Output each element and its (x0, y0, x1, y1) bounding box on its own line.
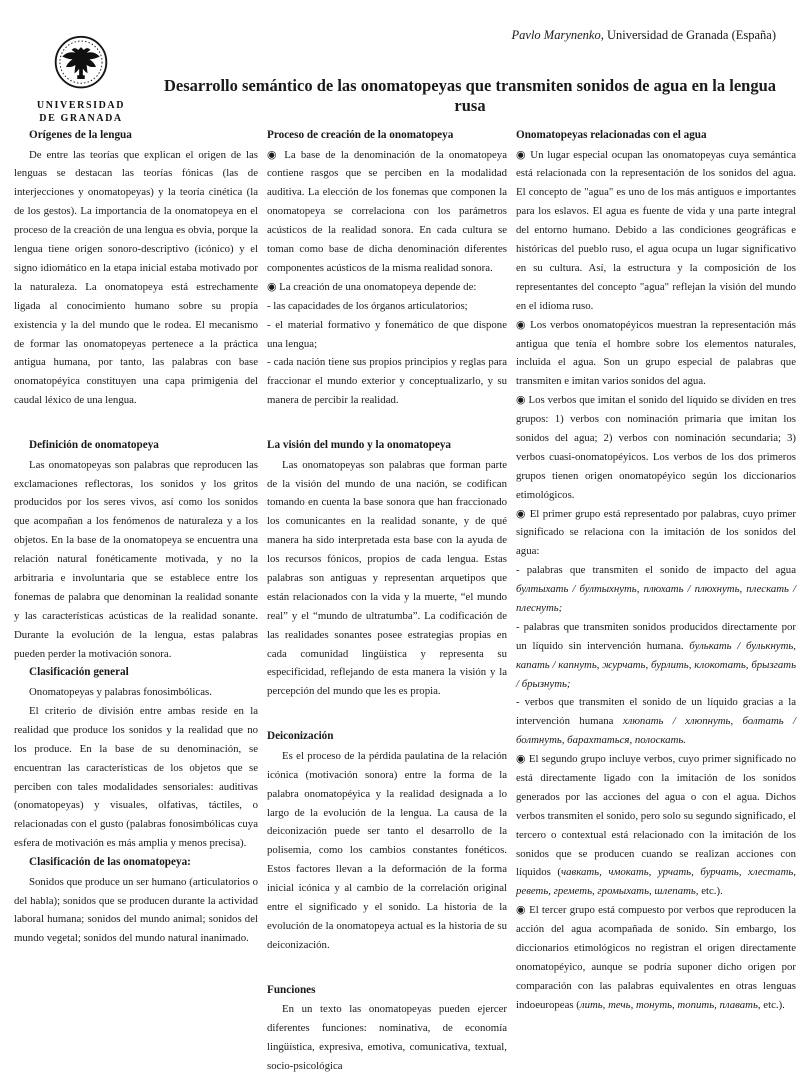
text-run: Onomatopeyas y palabras fonosimbólicas. (29, 686, 212, 699)
author-affiliation: Universidad de Granada (España) (603, 28, 776, 42)
paragraph (267, 297, 507, 316)
paragraph (14, 702, 258, 853)
logo-text-line2: DE GRANADA (39, 112, 123, 124)
column-3 (516, 126, 796, 1076)
paragraph (516, 391, 796, 504)
text-run: etc.). (698, 885, 723, 898)
paragraph (267, 353, 507, 410)
text-run: De entre las teorías que explican el origen de las lenguas se destacan las teorías fónicas (las de interjecciones y onomatopeyas) y la teoría cinética (la de los gestos). La importancia de la onomatopeya en el proceso de la creación de una lengua es obvia, porque la lengua tiene origen sonoro-descriptivo (icónico) y el signo idiomático en la etapa inicial estaba motivado por la naturaleza. La onomatopeya está estrechamente ligada al conocimiento humano sobre su propia existencia y la del mundo que le rodea. El mecanismo de formar las onomatopeyas pertenece a la práctica antigua humana, por tanto, las palabras con base onomatopéyica constituyen una capa primigenia del caudal léxico de una lengua. (14, 148, 258, 407)
logo-universidad-granada (26, 34, 136, 125)
text-run: - verbos que transmiten el sonido de un líquido gracias a la intervención humana (516, 696, 796, 728)
section-heading: Clasificación general (29, 666, 129, 679)
text-run: En un texto las onomatopeyas pueden ejercer diferentes funciones: nominativa, de economía lingüística, expresiva, emotiva, comunicativa, textual, socio-psicológica (267, 1003, 507, 1072)
text-run: ◉ La creación de una onomatopeya depende de: (267, 280, 477, 293)
section-heading: Onomatopeyas relacionadas con el agua (516, 129, 707, 141)
poster-columns (14, 126, 794, 1076)
paragraph (14, 683, 258, 702)
granada-seal-icon (26, 34, 136, 94)
column-1 (14, 126, 258, 1076)
text-run: El criterio de división entre ambas reside en la realidad que produce los sonidos y la realidad que no los produce. En la base de su denominación, se encuentran las características de los objetos que se perciben con tales modalidades sensoriales: auditivas (onomatopeyas) y visuales, olfativas, táctiles, o relacionadas con el gusto (palabras fonosimbólicas cuya esfera de motivación es más amplia y menos precisa). (14, 704, 258, 850)
paragraph (516, 316, 796, 392)
text-run: ◉ El tercer grupo está compuesto por verbos que reproducen la acción del agua acompañada de sonido. Sin embargo, los diccionarios etimológicos no registran el origen directamente onomatopéyico, aunque se podría suponer dicho origen por comparación con las palabras equivalentes en otras lenguas indoeuropeas ( (516, 904, 796, 1011)
author-name: Pavlo Marynenko, (511, 28, 604, 42)
text-run: ◉ Los verbos que imitan el sonido del líquido se dividen en tres grupos: 1) verbos con nominación primaria que imitan los sonidos del agua; 2) verbos con nominación secundaria; 3) verbos cuasi-onomatopéyicos. Los verbos de los dos primeros grupos tienen origen onomatopéyico según los diccionarios etimológicos. (516, 394, 796, 501)
paragraph (516, 901, 796, 1014)
text-run: ◉ El primer grupo está representado por palabras, cuyo primer significado se relaciona con la imitación de los sonidos del agua: (516, 507, 796, 558)
paragraph (267, 456, 507, 702)
column-2 (267, 126, 507, 1076)
section-heading: Definición de onomatopeya (29, 439, 159, 452)
russian-italic-term: чавкать, чмокать, урчать, бурчать, хлестать, реветь, греметь, громыхать, шлепать, (516, 866, 796, 898)
paragraph (14, 146, 258, 410)
text-run: Las onomatopeyas son palabras que reproducen las exclamaciones reflectoras, los sonidos y los gritos producidos por los seres vivos, así como los sonidos que acompañan a los fenómenos de naturaleza y a los objetos. En la base de la onomatopeya se encuentra una relación natural fonéticamente motivada, y no la arbitraria e involuntaria que se establece entre los fonemas de palabra que denominan la realidad sonante y las características acústicas de la realidad sonante. Durante la evolución de la lengua, estas palabras pueden perder la motivación sonora. (14, 458, 258, 660)
text-run: ◉ El segundo grupo incluye verbos, cuyo primer significado no está directamente ligado con la imitación de los sonidos generados por las acciones del agua o con el agua. Dichos verbos transmiten el sonido, pero solo su segundo significado, el tercero o contextual está relacionado con la imitación de los sonidos que se producen cuando se realizan acciones con líquidos ( (516, 753, 796, 879)
paragraph (267, 278, 507, 297)
russian-italic-term: булькать / булькнуть, капать / капнуть, журчать, бурлить, клокотать, брызгать / брызнуть; (516, 639, 796, 690)
text-run: - cada nación tiene sus propios principios y reglas para fraccionar el mundo exterior y conceptualizarlo, y su manera de percibir la realidad. (267, 356, 507, 407)
russian-italic-term: лить, течь, тонуть, топить, плавать, (579, 998, 761, 1011)
text-run: - palabras que transmiten el sonido de impacto del agua (516, 564, 796, 577)
paragraph (14, 873, 258, 949)
section-heading: Clasificación de las onomatopeya: (29, 856, 191, 869)
paragraph (267, 1000, 507, 1076)
paragraph (516, 693, 796, 750)
paragraph (267, 316, 507, 354)
byline (512, 28, 776, 43)
text-run: - las capacidades de los órganos articulatorios; (267, 299, 468, 312)
text-run: etc.). (760, 998, 785, 1011)
text-run: Sonidos que produce un ser humano (articulatorios o del habla); sonidos que se producen durante la actividad laboral humana; sonidos del mundo animal; sonidos del mundo vegetal; sonidos del mundo natural inanimado. (14, 875, 258, 945)
paragraph (516, 561, 796, 618)
text-run: ◉ Un lugar especial ocupan las onomatopeyas cuya semántica está relacionada con la representación de los sonidos del agua. El concepto de "agua" es uno de los más antiguos e importantes para los eslavos. El agua es fuente de vida y una parte integral del entorno humano. Debido a las condiciones geográficas e históricas del pueblo ruso, el agua ocupa un lugar significativo en su cultura. Así, la estructura y la composición de los representantes del concepto "agua" reflejan la visión del mundo en el idioma ruso. (516, 148, 796, 312)
paragraph (516, 618, 796, 694)
text-run: - palabras que transmiten sonidos producidos directamente por un líquido sin intervención humana. (516, 620, 796, 652)
russian-italic-term: хлюпать / хлюпнуть, болтать / болтнуть, барахтаться, полоскать. (516, 715, 796, 747)
paragraph (516, 505, 796, 562)
paragraph (516, 750, 796, 901)
section-heading: La visión del mundo y la onomatopeya (267, 439, 452, 452)
logo-text-line1: UNIVERSIDAD (36, 100, 126, 111)
section-heading: Deiconización (267, 730, 334, 743)
text-run: Las onomatopeyas son palabras que forman parte de la visión del mundo de una nación, se codifican tomando en cuenta la base sonora que han fraccionado los comunicantes en la realidad sonante, y de qué manera ha sido interpretada esta base con la ayuda de los recursos fónicos, propios de cada lengua. Estas palabras son antiguas y representan arquetipos que están relacionados con la vida y la muerte, “el mundo real” y el “mundo de ultratumba”. La codificación de las realidades sonantes posee estrategias propias en cada comunidad lingüística y representa su especificidad, reflejando de esta manera la visión y la percepción del mundo que les es propia. (267, 458, 507, 698)
text-run: - el material formativo y fonemático de que dispone una lengua; (267, 318, 507, 350)
paragraph (14, 456, 258, 664)
section-heading: Orígenes de la lengua (29, 129, 132, 141)
poster-title: Desarrollo semántico de las onomatopeyas que transmiten sonidos de agua en la lengua rusa (163, 76, 777, 115)
text-run: ◉ Los verbos onomatopéyicos muestran la representación más antigua que tenía el hombre sobre los elementos naturales, incluida el agua. Son un grupo especial de palabras que transmiten e imitan varios sonidos del agua. (516, 318, 796, 388)
paragraph (267, 146, 507, 278)
text-run: Es el proceso de la pérdida paulatina de la relación icónica (motivación sonora) entre la forma de la palabra onomatopéyica y la realidad designada a lo largo de la evolución de la lengua. La causa de la deiconización puede ser tanto el desarrollo de la polisemia, como los cambios constantes fonéticos. Estos factores llevan a la deformación de la forma inicial icónica y al cambio de la correlación original entre el significado y el sonido. La historia de la evolución de la onomatopeya actual es la historia de su deiconización. (267, 749, 507, 951)
russian-italic-term: бултыхать / бултыхнуть, плюхать / плюхнуть, плескать / плеснуть; (516, 583, 796, 614)
text-run: ◉ La base de la denominación de la onomatopeya contiene rasgos que se perciben en la modalidad auditiva. La elección de los fonemas que componen la onomatopeya se correlaciona con los parámetros acústicos de la realidad sonora. En cada cultura se toman como base de dicha denominación diferentes componentes acústicos de la misma realidad sonora. (267, 148, 507, 274)
section-heading: Proceso de creación de la onomatopeya (267, 129, 454, 141)
paragraph (267, 747, 507, 955)
section-heading: Funciones (267, 983, 316, 996)
paragraph (516, 146, 796, 316)
